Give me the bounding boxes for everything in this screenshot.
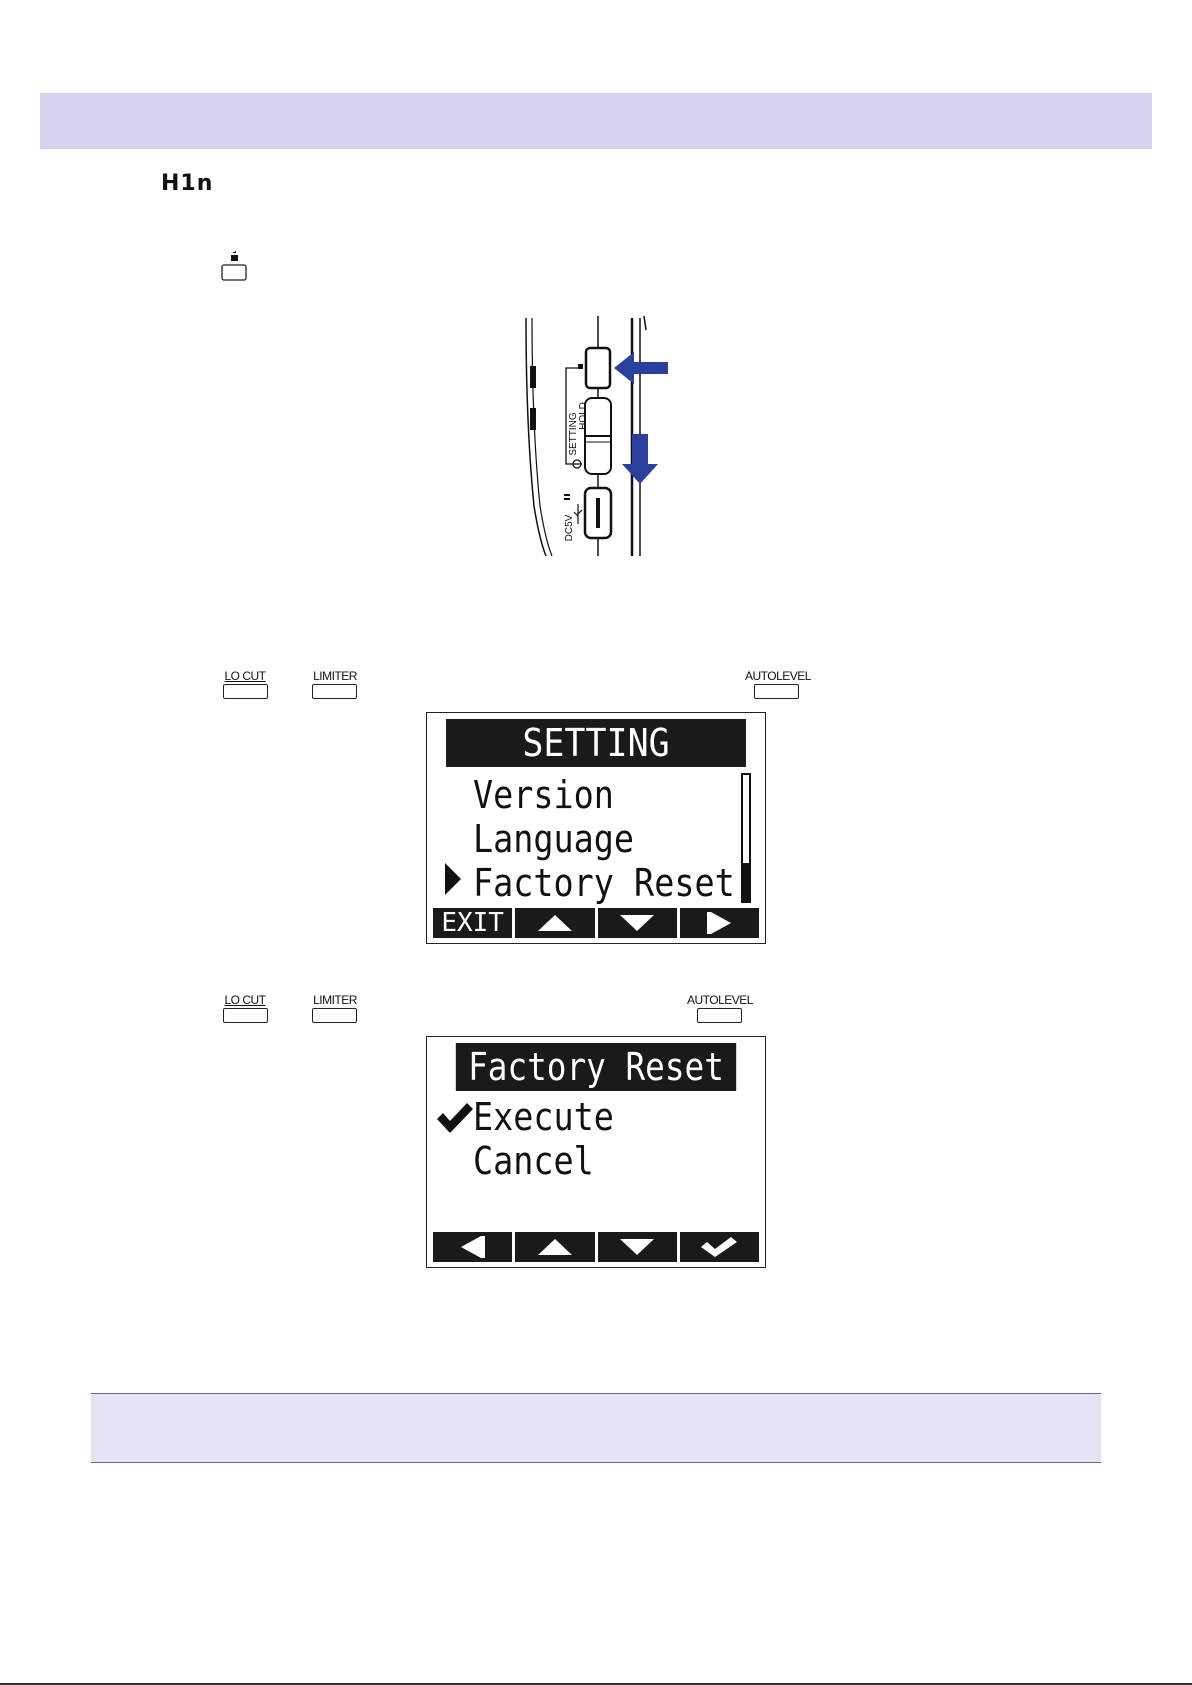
setting-button-icon bbox=[219, 251, 249, 283]
dc-label: DC5V bbox=[564, 514, 575, 542]
menu-item-language: Language bbox=[473, 817, 635, 861]
option-execute: Execute bbox=[473, 1095, 614, 1139]
hold-label: HOLD bbox=[578, 402, 589, 430]
menu-item-version: Version bbox=[473, 773, 614, 817]
autolevel-label-1: AUTOLEVEL bbox=[745, 669, 811, 683]
down-triangle-icon bbox=[598, 908, 677, 938]
locut-button-1 bbox=[223, 684, 268, 699]
checkmark-icon bbox=[680, 1232, 759, 1262]
scrollbar bbox=[741, 773, 751, 903]
left-triangle-icon bbox=[433, 1232, 512, 1262]
limiter-label-2: LIMITER bbox=[313, 993, 357, 1007]
locut-button-2 bbox=[223, 1008, 268, 1023]
title-band bbox=[40, 93, 1152, 149]
locut-label-1: LO CUT bbox=[224, 669, 266, 683]
lcd-setting-screen bbox=[426, 712, 766, 944]
down-triangle-icon bbox=[598, 1232, 677, 1262]
limiter-button-1 bbox=[312, 684, 357, 699]
left-arrow-icon bbox=[614, 352, 668, 384]
autolevel-button-1 bbox=[754, 684, 799, 699]
lcd-title: Factory Reset bbox=[456, 1043, 736, 1091]
model-name: H1n bbox=[161, 171, 214, 196]
cursor-right-icon bbox=[445, 863, 461, 900]
menu-item-factory-reset: Factory Reset bbox=[473, 861, 735, 905]
autolevel-button-2 bbox=[697, 1008, 742, 1023]
locut-label-2: LO CUT bbox=[224, 993, 266, 1007]
lcd-factory-reset-screen bbox=[426, 1036, 766, 1268]
checkmark-icon bbox=[437, 1103, 473, 1138]
note-band bbox=[91, 1393, 1101, 1463]
limiter-button-2 bbox=[312, 1008, 357, 1023]
down-arrow-icon bbox=[622, 434, 658, 484]
right-triangle-icon bbox=[680, 908, 759, 938]
autolevel-label-2: AUTOLEVEL bbox=[687, 993, 753, 1007]
setting-label: SETTING bbox=[568, 412, 579, 456]
up-triangle-icon bbox=[515, 908, 594, 938]
limiter-label-1: LIMITER bbox=[313, 669, 357, 683]
device-side-diagram bbox=[520, 316, 670, 556]
option-cancel: Cancel bbox=[473, 1139, 594, 1183]
softkey-exit: EXIT bbox=[433, 908, 512, 938]
lcd-title: SETTING bbox=[446, 719, 746, 767]
up-triangle-icon bbox=[515, 1232, 594, 1262]
